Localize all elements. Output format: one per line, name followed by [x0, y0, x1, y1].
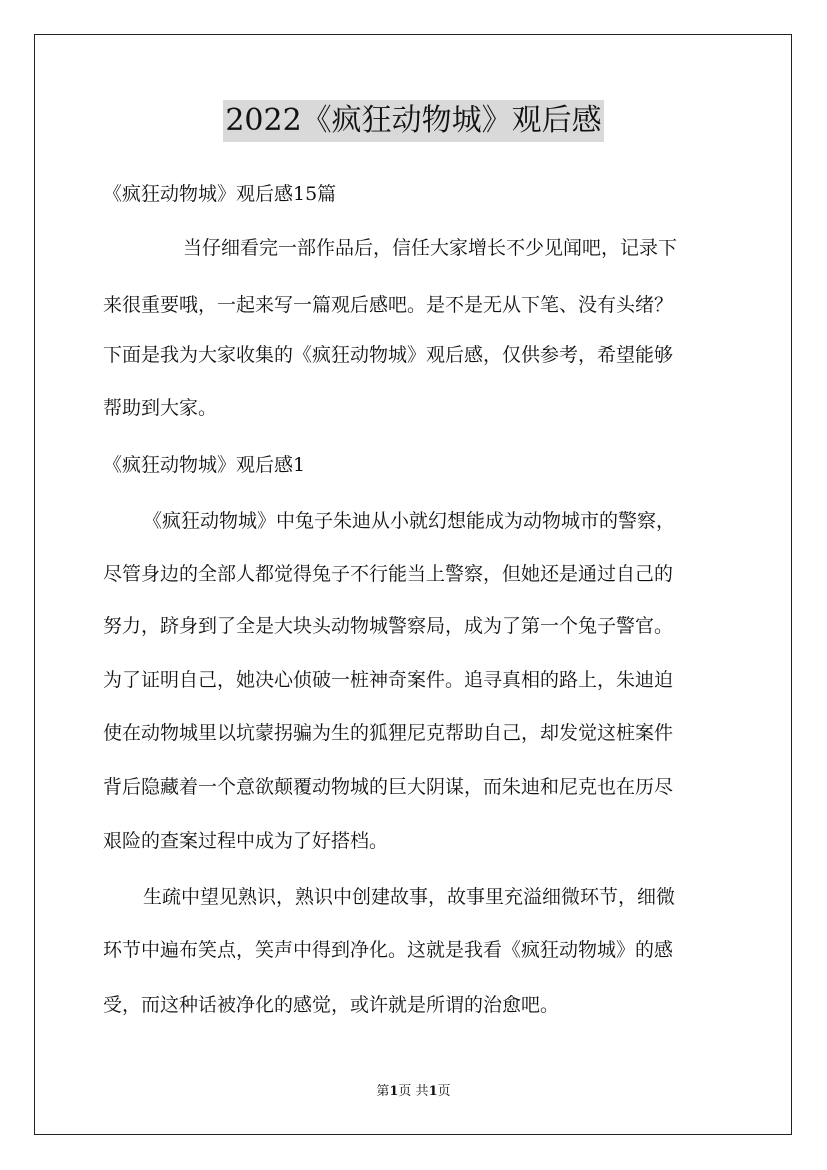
paragraph-line: 努力，跻身到了全是大块头动物城警察局，成为了第一个兔子警官。 — [103, 615, 674, 637]
page-current-number: 1 — [389, 1084, 399, 1099]
paragraph-line: 生疏中望见熟识，熟识中创建故事，故事里充溢细微环节，细微 — [143, 886, 676, 908]
intro-line: 当仔细看完一部作品后，信任大家增长不少见闻吧，记录下 — [183, 237, 678, 259]
intro-line: 帮助到大家。 — [103, 397, 218, 419]
document-title: 2022《疯狂动物城》观后感 — [223, 100, 603, 142]
page-label-mid: 页 共 — [398, 1084, 429, 1099]
paragraph-line: 受，而这种话被净化的感觉，或许就是所谓的治愈吧。 — [103, 994, 560, 1016]
paragraph-line: 环节中遍布笑点，笑声中得到净化。这就是我看《疯狂动物城》的感 — [103, 939, 674, 961]
paragraph-line: 艰险的查案过程中成为了好搭档。 — [103, 830, 389, 852]
intro-line: 下面是我为大家收集的《疯狂动物城》观后感，仅供参考，希望能够 — [103, 344, 674, 366]
paragraph-line: 背后隐藏着一个意欲颠覆动物城的巨大阴谋，而朱迪和尼克也在历尽 — [103, 776, 674, 798]
page-label-prefix: 第 — [376, 1084, 390, 1099]
page-footer — [0, 1083, 827, 1101]
page-total-number: 1 — [428, 1084, 438, 1099]
paragraph-line: 使在动物城里以坑蒙拐骗为生的狐狸尼克帮助自己，却发觉这桩案件 — [103, 722, 674, 744]
paragraph-line: 《疯狂动物城》中兔子朱迪从小就幻想能成为动物城市的警察， — [143, 510, 676, 532]
title-container — [0, 100, 827, 142]
intro-line: 来很重要哦，一起来写一篇观后感吧。是不是无从下笔、没有头绪？ — [103, 294, 674, 316]
paragraph-line: 尽管身边的全部人都觉得兔子不行能当上警察，但她还是通过自己的 — [103, 563, 674, 585]
paragraph-line: 为了证明自己，她决心侦破一桩神奇案件。追寻真相的路上，朱迪迫 — [103, 669, 674, 691]
page-label-suffix: 页 — [437, 1084, 451, 1099]
section-heading: 《疯狂动物城》观后感1 — [103, 454, 306, 476]
document-subtitle: 《疯狂动物城》观后感15篇 — [103, 183, 337, 205]
